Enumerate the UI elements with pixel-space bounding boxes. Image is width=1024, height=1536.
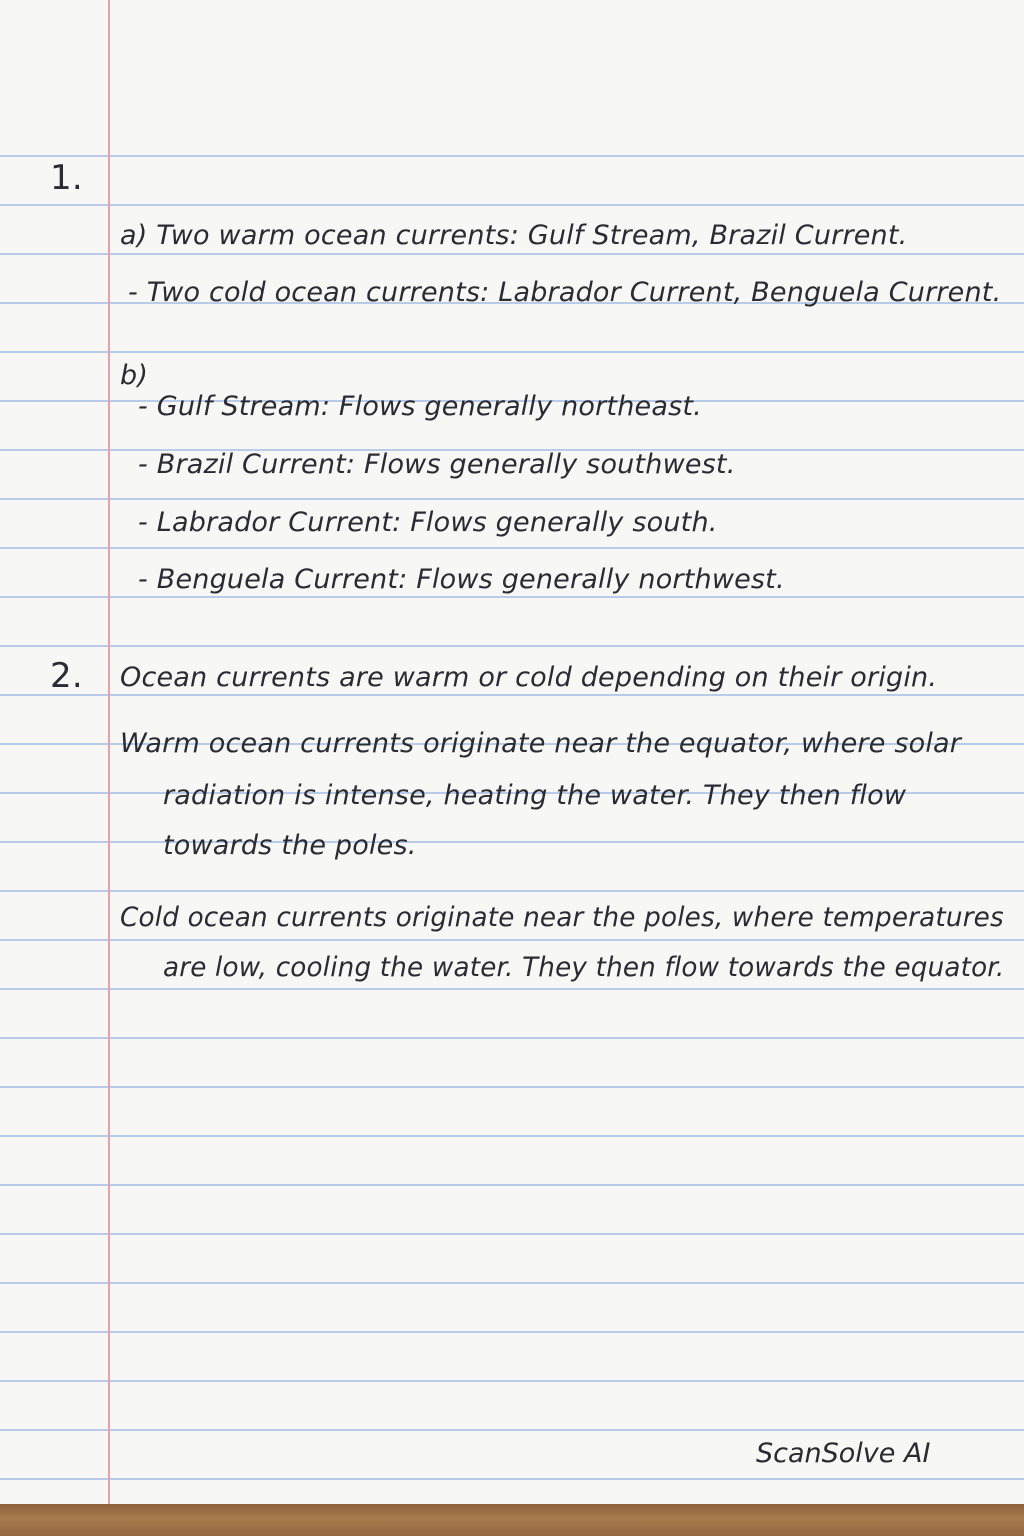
watermark-text: ScanSolve AI: [756, 1438, 931, 1469]
q2-warm-line-1: Warm ocean currents originate near the equator, where solar: [120, 728, 962, 759]
q2-warm-line-3: towards the poles.: [163, 830, 417, 861]
q1-part-b-item-3: - Labrador Current: Flows generally south.: [138, 507, 718, 538]
question-2-number: 2.: [50, 656, 83, 696]
q1-part-b-item-2: - Brazil Current: Flows generally southwest.: [138, 449, 736, 480]
q1-part-b-item-1: - Gulf Stream: Flows generally northeast.: [138, 391, 702, 422]
question-1-number: 1.: [50, 158, 83, 198]
q1-part-a-line-2: - Two cold ocean currents: Labrador Current, Benguela Current.: [128, 277, 1002, 308]
q1-part-b-item-4: - Benguela Current: Flows generally northwest.: [138, 564, 785, 595]
q1-part-a-line-1: a) Two warm ocean currents: Gulf Stream, Brazil Current.: [120, 220, 908, 251]
q2-warm-line-2: radiation is intense, heating the water. They then flow: [163, 780, 907, 811]
margin-line: [108, 0, 110, 1504]
q2-intro: Ocean currents are warm or cold depending on their origin.: [120, 662, 938, 693]
q2-cold-line-2: are low, cooling the water. They then flow towards the equator.: [163, 952, 1005, 983]
q1-part-b-label: b): [120, 360, 149, 391]
desk-surface: [0, 1504, 1024, 1536]
q2-cold-line-1: Cold ocean currents originate near the poles, where temperatures: [120, 902, 1004, 933]
